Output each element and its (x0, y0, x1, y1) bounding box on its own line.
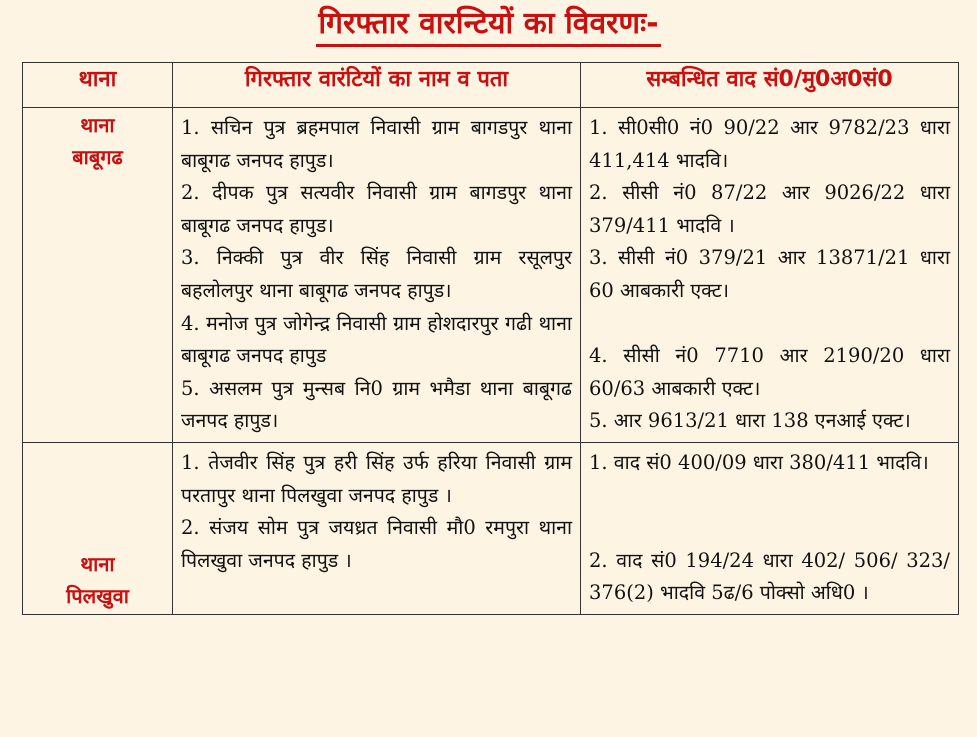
person-entry: 1. तेजवीर सिंह पुत्र हरी सिंह उर्फ हरिया निवासी ग्राम परतापुर थाना पिलखुवा जनपद हापुड । (181, 450, 572, 507)
person-entry: 4. मनोज पुत्र जोगेन्द्र निवासी ग्राम होशदारपुर गढी थाना बाबूगढ जनपद हापुड (181, 311, 572, 368)
spacer (589, 480, 950, 513)
station-name: बाबूगढ (72, 145, 123, 169)
cases-cell (581, 442, 959, 614)
station-cell (23, 442, 173, 614)
case-entry: 2. वाद सं0 194/24 धारा 402/ 506/ 323/ 376(2) भादवि 5ढ/6 पोक्सो अधि0 । (589, 548, 950, 605)
persons-cell (173, 442, 581, 614)
spacer (589, 512, 950, 545)
persons-cell (173, 108, 581, 443)
header-station: थाना (23, 63, 173, 108)
case-entry: 5. आर 9613/21 धारा 138 एनआई एक्ट। (589, 409, 911, 433)
case-entry: 1. सी0सी0 नं0 90/22 आर 9782/23 धारा 411,414 भादवि। (589, 116, 950, 172)
case-entry: 1. वाद सं0 400/09 धारा 380/411 भादवि। (589, 450, 929, 474)
case-entry: 4. सीसी नं0 7710 आर 2190/20 धारा 60/63 आबकारी एक्ट। (589, 344, 950, 400)
station-cell (23, 108, 173, 443)
table-row (23, 442, 959, 614)
case-entry: 3. सीसी नं0 379/21 आर 13871/21 धारा 60 आबकारी एक्ट। (589, 246, 950, 302)
warrant-table (22, 62, 959, 615)
person-entry: 2. संजय सोम पुत्र जयध्रत निवासी मौ0 रमपुरा थाना पिलखुवा जनपद हापुड । (181, 516, 572, 572)
page-title: गिरफ्तार वारन्टियों का विवरणः- (316, 4, 660, 47)
station-label: थाना (80, 551, 115, 576)
spacer (589, 308, 950, 341)
table-row (23, 108, 959, 443)
header-case: सम्बन्धित वाद सं0/मु0अ0सं0 (581, 63, 959, 108)
person-entry: 1. सचिन पुत्र ब्रहमपाल निवासी ग्राम बागडपुर थाना बाबूगढ जनपद हापुड। (181, 116, 572, 172)
spacer (181, 577, 572, 610)
person-entry: 5. असलम पुत्र मुन्सब नि0 ग्राम भमैडा थाना बाबूगढ जनपद हापुड। (181, 376, 572, 433)
cases-cell (581, 108, 959, 443)
person-entry: 2. दीपक पुत्र सत्यवीर निवासी ग्राम बागडपुर थाना बाबूगढ जनपद हापुड। (181, 181, 572, 237)
header-name-address: गिरफ्तार वारंटियों का नाम व पता (173, 63, 581, 108)
person-entry: 3. निक्की पुत्र वीर सिंह निवासी ग्राम रसूलपुर बहलोलपुर थाना बाबूगढ जनपद हापुड। (181, 246, 572, 302)
station-label: थाना (80, 113, 115, 137)
station-name: पिलखुवा (66, 583, 129, 608)
case-entry: 2. सीसी नं0 87/22 आर 9026/22 धारा 379/411 भादवि । (589, 181, 950, 237)
header-row (23, 63, 959, 108)
title-wrap (0, 0, 977, 58)
